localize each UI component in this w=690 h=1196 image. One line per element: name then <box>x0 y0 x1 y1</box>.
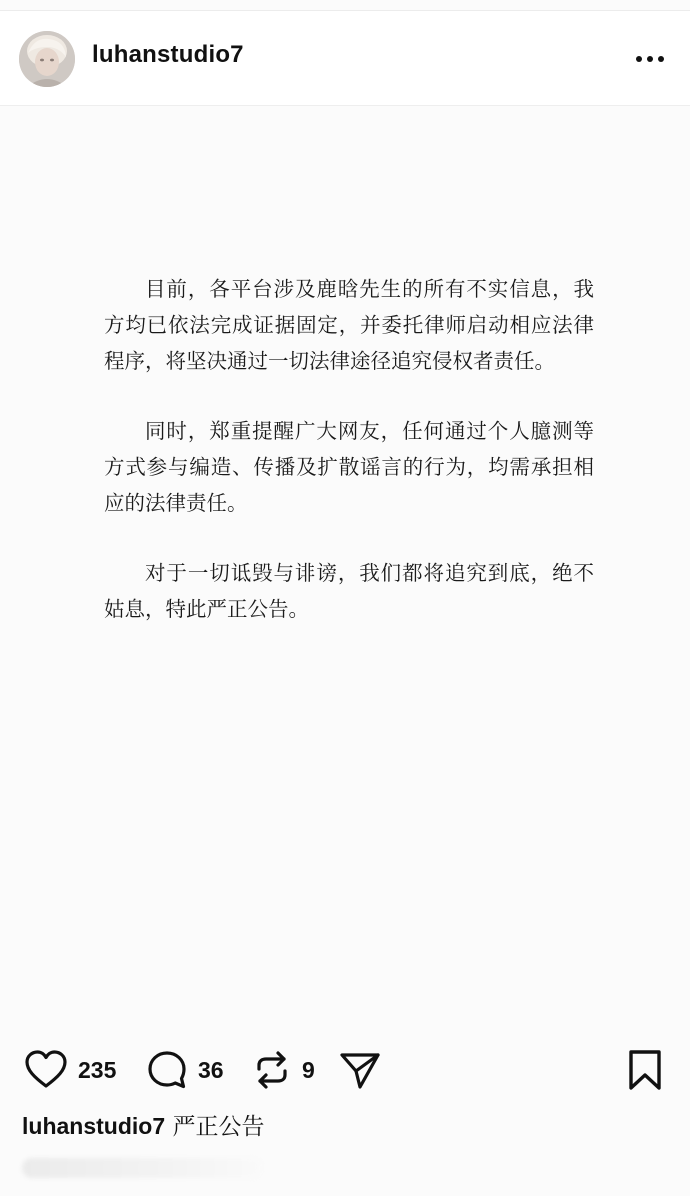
share-button[interactable] <box>338 1048 382 1092</box>
send-icon <box>338 1049 382 1091</box>
bookmark-icon <box>626 1049 664 1091</box>
repost-icon <box>252 1049 292 1091</box>
comment-count: 36 <box>198 1056 224 1083</box>
repost-count: 9 <box>302 1056 315 1083</box>
action-bar <box>0 1040 690 1100</box>
announcement-text <box>104 271 594 661</box>
avatar-photo <box>19 31 75 87</box>
caption-text: 严正公告 <box>172 1114 265 1140</box>
announcement-paragraph-1: 目前，各平台涉及鹿晗先生的所有不实信息，我方均已依法完成证据固定，并委托律师启动相应法律程序，将坚决通过一切法律途径追究侵权者责任。 <box>104 277 594 373</box>
post-image <box>0 106 690 1026</box>
announcement-paragraph-3: 对于一切诋毁与诽谤，我们都将追究到底，绝不姑息，特此严正公告。 <box>104 561 594 621</box>
caption-username[interactable]: luhanstudio7 <box>22 1113 166 1139</box>
like-count: 235 <box>78 1056 117 1083</box>
avatar[interactable] <box>19 31 75 87</box>
header-username[interactable]: luhanstudio7 <box>92 41 244 68</box>
repost-button[interactable] <box>252 1048 315 1092</box>
comment-bubble-icon <box>146 1049 188 1091</box>
announcement-paragraph-2: 同时，郑重提醒广大网友，任何通过个人臆测等方式参与编造、传播及扩散谣言的行为，均需承担相应的法律责任。 <box>104 419 594 515</box>
heart-icon <box>24 1050 68 1090</box>
bookmark-button[interactable] <box>626 1048 664 1092</box>
comment-button[interactable] <box>146 1048 224 1092</box>
blurred-metadata <box>22 1158 262 1178</box>
more-options-button[interactable] <box>628 45 672 73</box>
like-button[interactable] <box>24 1048 116 1092</box>
post-caption <box>22 1108 264 1141</box>
post-header <box>0 11 690 106</box>
more-horizontal-icon <box>635 55 665 63</box>
